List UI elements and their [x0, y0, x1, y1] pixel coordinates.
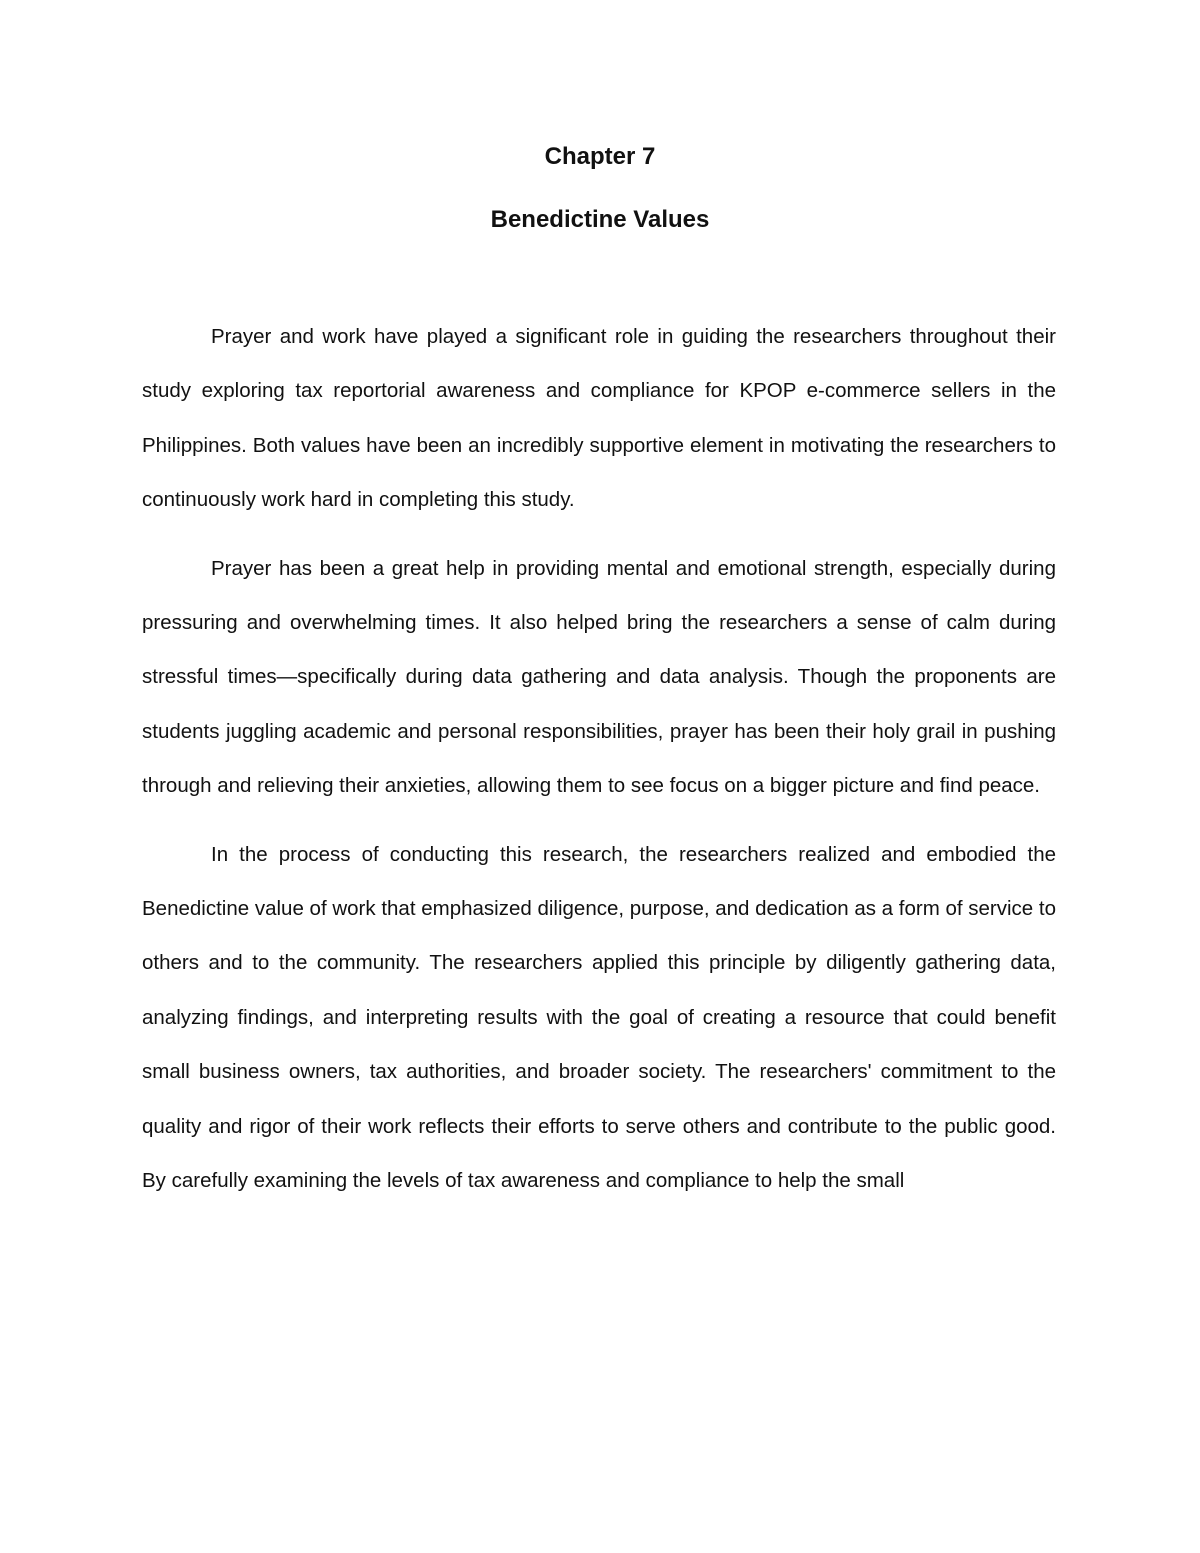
paragraph-prayer-and-work: Prayer and work have played a significant role in guiding the researchers throughout their study exploring tax reportorial awareness and compliance for KPOP e-commerce sellers in the Philippines. Both values have been an incredibly supportive element in motivating the researchers to continuously work hard in completing this study.	[142, 325, 1056, 512]
paragraph-work: In the process of conducting this research, the researchers realized and embodied the Benedictine value of work that emphasized diligence, purpose, and dedication as a form of service to others and to the community. The researchers applied this principle by diligently gathering data, analyzing findings, and interpreting results with the goal of creating a resource that could benefit small business owners, tax authorities, and broader society. The researchers' commitment to the quality and rigor of their work reflects their efforts to serve others and contribute to the public good. By carefully examining the levels of tax awareness and compliance to help the small	[142, 842, 1056, 1193]
chapter-number: Chapter 7	[544, 143, 656, 170]
chapter-title: Benedictine Values	[490, 206, 710, 233]
body-text	[142, 310, 1056, 1223]
paragraph-prayer: Prayer has been a great help in providing mental and emotional strength, especially during pressuring and overwhelming times. It also helped bring the researchers a sense of calm during stressful times—specifically during data gathering and data analysis. Though the proponents are students juggling academic and personal responsibilities, prayer has been their holy grail in pushing through and relieving their anxieties, allowing them to see focus on a bigger picture and find peace.	[142, 556, 1056, 798]
